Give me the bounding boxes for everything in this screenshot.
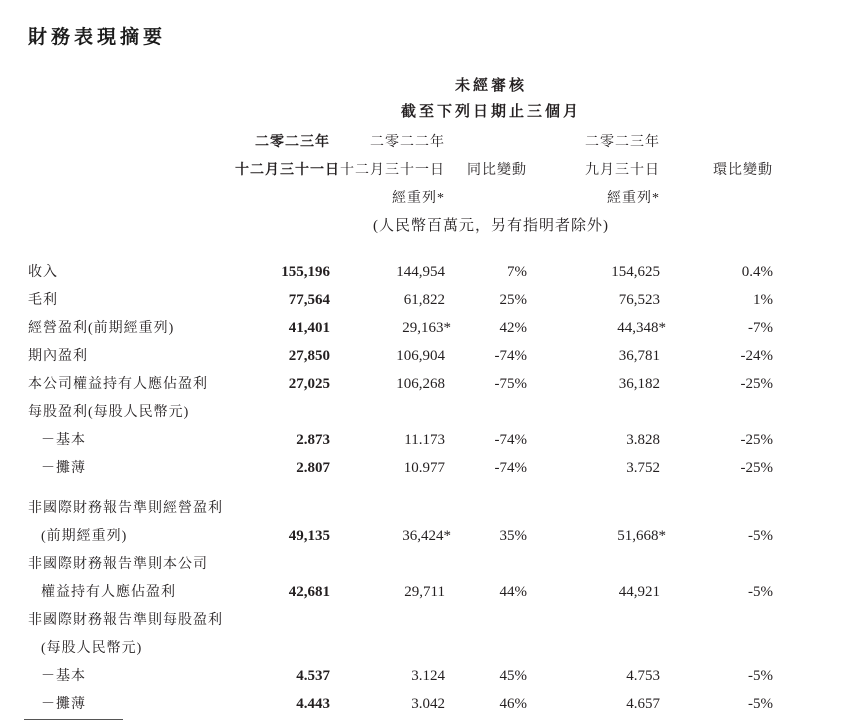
empty-cell [28,235,773,253]
row-label: 非國際財務報告準則每股盈利 [28,613,223,629]
table-row-operating-profit [28,309,773,337]
value-cell [660,629,773,657]
empty-cell [28,179,235,207]
table-row-nonifrs-attributable-title [28,545,773,573]
empty-cell [28,95,235,121]
value-cell [445,545,527,573]
empty-cell [235,179,330,207]
value-cell [660,489,773,517]
value-cell: 29,163* [402,320,451,337]
value-cell [660,545,773,573]
value-cell: -24% [740,348,774,365]
value-cell: 4.443 [296,696,330,713]
row-label: 經營盈利(前期經重列) [28,321,175,337]
header-body-gap [28,235,773,253]
value-cell: -25% [740,432,774,449]
value-cell [235,629,330,657]
value-cell: -7% [748,320,774,337]
col2-year-header: 二零二二年 [370,135,445,151]
value-cell [445,601,527,629]
value-cell: 35% [499,528,527,545]
empty-cell [28,151,235,179]
value-cell [445,489,527,517]
row-label: 非國際財務報告準則經營盈利 [28,501,223,517]
value-cell: 27,025 [288,376,330,393]
value-cell: 76,523 [618,292,660,309]
row-label: (前期經重列) [41,529,128,545]
value-cell: 2.807 [296,460,330,477]
empty-cell [445,121,527,151]
value-cell: 49,135 [288,528,330,545]
empty-cell [28,121,235,151]
col4-date-header: 九月三十日 [585,163,660,179]
header-unaudited-row [28,69,773,95]
value-cell: 42,681 [288,584,330,601]
row-label: (每股人民幣元) [41,641,143,657]
header-years-row [28,121,773,151]
value-cell: 36,781 [618,348,660,365]
value-cell [527,545,660,573]
value-cell: 44% [499,584,527,601]
page-title: 財務表現摘要 [28,27,167,48]
row-label: 毛利 [28,293,58,309]
value-cell: 29,711 [404,584,445,601]
table-row-nonifrs-attributable-values [28,573,773,601]
value-cell [235,601,330,629]
footnote-divider [24,719,123,720]
value-cell: 1% [753,292,774,309]
value-cell: -75% [494,376,527,393]
qoq-change-header: 環比變動 [713,163,774,179]
row-label: 期內盈利 [28,349,88,365]
row-label: 每股盈利(每股人民幣元) [28,405,190,421]
period-label: 截至下列日期止三個月 [401,104,582,121]
value-cell: 61,822 [403,292,445,309]
row-label: 本公司權益持有人應佔盈利 [28,377,208,393]
empty-cell [660,179,773,207]
value-cell [445,393,527,421]
value-cell: 106,904 [396,348,445,365]
header-restated-row [28,179,773,207]
value-cell: 3.124 [411,668,445,685]
col2-date-header: 十二月三十一日 [340,163,445,179]
value-cell: 4.537 [296,668,330,685]
empty-cell [445,179,527,207]
value-cell: 77,564 [288,292,330,309]
value-cell: 36,424* [402,528,451,545]
unaudited-label: 未經審核 [455,78,528,95]
table-row-gross-profit [28,281,773,309]
value-cell: -5% [748,696,774,713]
table-row-eps-diluted [28,449,773,477]
table-row-nonifrs-eps-diluted [28,685,773,713]
table-row-eps-section [28,393,773,421]
col2-restated-note: 經重列* [392,191,445,207]
value-cell: 144,954 [396,264,445,281]
value-cell [235,393,330,421]
row-label: －攤薄 [41,697,86,713]
value-cell [330,601,445,629]
value-cell: -5% [748,584,774,601]
table-row-profit-attributable [28,365,773,393]
row-label: －基本 [41,433,86,449]
col4-restated-note: 經重列* [607,191,660,207]
value-cell: -74% [494,432,527,449]
value-cell: 2.873 [296,432,330,449]
empty-cell [28,69,235,95]
value-cell [527,393,660,421]
value-cell: 44,348* [617,320,666,337]
value-cell: 4.657 [626,696,660,713]
value-cell: 106,268 [396,376,445,393]
col4-year-header: 二零二三年 [585,135,660,151]
empty-cell [28,207,235,235]
header-period-row [28,95,773,121]
table-row-nonifrs-eps-title [28,601,773,629]
empty-cell [660,121,773,151]
value-cell: 46% [499,696,527,713]
table-row-nonifrs-eps-unit [28,629,773,657]
value-cell: 3.042 [411,696,445,713]
value-cell [235,545,330,573]
empty-cell [28,477,773,489]
value-cell: 11.173 [404,432,445,449]
value-cell: -74% [494,348,527,365]
value-cell [527,489,660,517]
row-label: 收入 [28,265,58,281]
value-cell [330,545,445,573]
value-cell: 3.828 [626,432,660,449]
value-cell: 4.753 [626,668,660,685]
row-label: －基本 [41,669,86,685]
value-cell: -5% [748,668,774,685]
row-label: 非國際財務報告準則本公司 [28,557,208,573]
yoy-change-header: 同比變動 [467,163,527,179]
row-label: －攤薄 [41,461,86,477]
header-dates-row [28,151,773,179]
currency-unit-note: (人民幣百萬元，另有指明者除外) [373,218,610,235]
value-cell: 51,668* [617,528,666,545]
table-row-nonifrs-operating-profit-values [28,517,773,545]
value-cell: 27,850 [288,348,330,365]
value-cell: 10.977 [403,460,445,477]
section-spacer [28,477,773,489]
header-unit-row [28,207,773,235]
col1-date-header: 十二月三十一日 [235,163,340,179]
table-row-nonifrs-operating-profit-title [28,489,773,517]
value-cell: 7% [507,264,527,281]
col1-year-header: 二零二三年 [255,135,330,151]
table-row-profit-for-period [28,337,773,365]
value-cell: 154,625 [611,264,660,281]
value-cell [527,629,660,657]
value-cell: -5% [748,528,774,545]
value-cell [330,489,445,517]
value-cell [330,393,445,421]
value-cell: 155,196 [281,264,330,281]
table-row-eps-basic [28,421,773,449]
value-cell: -74% [494,460,527,477]
value-cell: 0.4% [741,264,774,281]
value-cell: 25% [499,292,527,309]
value-cell [235,489,330,517]
value-cell [660,601,773,629]
financial-summary-table [28,69,773,713]
value-cell [660,393,773,421]
value-cell: 45% [499,668,527,685]
value-cell: 36,182 [618,376,660,393]
value-cell: 3.752 [626,460,660,477]
value-cell [330,629,445,657]
value-cell [445,629,527,657]
value-cell: -25% [740,460,774,477]
value-cell [527,601,660,629]
value-cell: 44,921 [618,584,660,601]
value-cell: 42% [499,320,527,337]
value-cell: -25% [740,376,774,393]
table-row-nonifrs-eps-basic [28,657,773,685]
table-row-revenue [28,253,773,281]
value-cell: 41,401 [288,320,330,337]
row-label: 權益持有人應佔盈利 [41,585,176,601]
